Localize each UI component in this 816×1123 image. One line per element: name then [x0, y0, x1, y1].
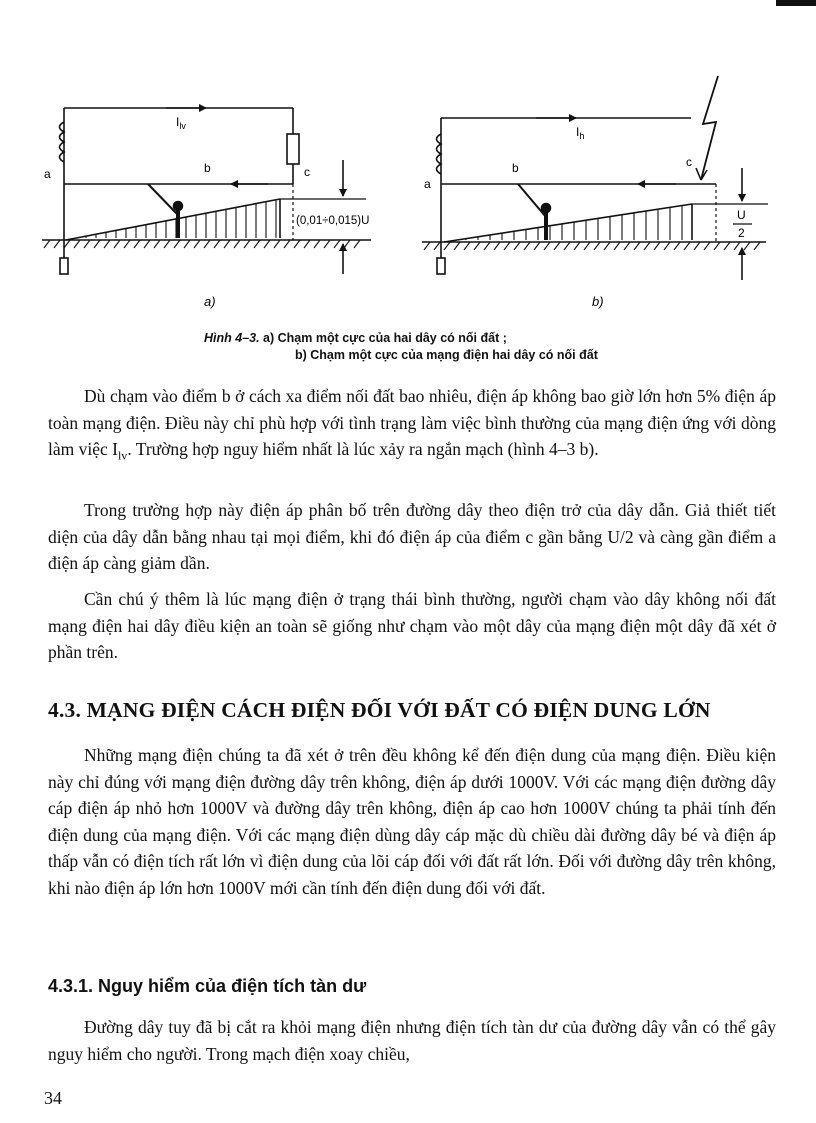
label-a: a [424, 177, 431, 191]
caption-line2: b) Chạm một cực của mạng điện hai dây có nối đất [295, 348, 598, 362]
label-a: a [44, 167, 51, 181]
voltage-denominator: 2 [738, 226, 745, 240]
page-number: 34 [44, 1088, 62, 1108]
figure-caption [204, 330, 598, 364]
current-label: $I_h$ [576, 125, 585, 141]
diagram-b [422, 76, 768, 280]
label-b: b [512, 161, 519, 175]
section-heading: 4.3. MẠNG ĐIỆN CÁCH ĐIỆN ĐỐI VỚI ĐẤT CÓ ĐIỆN DUNG LỚN [48, 698, 711, 722]
paragraph-3: Cần chú ý thêm là lúc mạng điện ở trạng thái bình thường, người chạm vào dây không nối đất mạng điện hai dây điều kiện an toàn sẽ giống như chạm vào một dây của mạng điện một dây đã xét ở phần trên. [48, 589, 776, 662]
subsection-heading: 4.3.1. Nguy hiểm của điện tích tàn dư [48, 976, 367, 996]
caption-lead: Hình 4–3. [204, 331, 260, 345]
paragraph-5: Đường dây tuy đã bị cắt ra khỏi mạng điện nhưng điện tích tàn dư của đường dây vẫn có thể gây nguy hiểm cho người. Trong mạch điện xoay chiều, [48, 1017, 776, 1064]
paragraph-1: Dù chạm vào điểm b ở cách xa điểm nối đất bao nhiêu, điện áp không bao giờ lớn hơn 5% điện áp toàn mạng điện. Điều này chỉ phù hợp với tình trạng làm việc bình thường của mạng điện ứng với dòng làm việc $I_{lv}$. Trường hợp nguy hiểm nhất là lúc xảy ra ngắn mạch (hình 4–3 b). [48, 386, 776, 463]
voltage-numerator: U [737, 208, 746, 222]
paragraph-4: Những mạng điện chúng ta đã xét ở trên đều không kể đến điện dung của mạng điện. Điều kiện này chỉ đúng với mạng điện đường dây trên không, điện áp dưới 1000V. Với các mạng điện đường dây cáp điện áp nhỏ hơn 1000V và đường dây trên không, điện áp cao hơn 1000V chúng ta phải tính đến điện dung của mạng điện. Với các mạng điện dùng dây cáp mặc dù chiều dài đường dây bé và điện áp thấp vẫn có điện tích rất lớn vì điện dung của lõi cáp đối với đất rất lớn. Đối với đường dây trên không, khi nào điện áp lớn hơn 1000V mới cần tính đến điện dung đối với đất. [48, 745, 776, 898]
figure-4-3 [36, 62, 776, 312]
paragraph-2: Trong trường hợp này điện áp phân bố trên đường dây theo điện trở của dây dẫn. Giả thiết tiết diện của dây dẫn bằng nhau tại mọi điểm, khi đó điện áp của điểm c gần bằng U/2 và càng gần điểm a điện áp càng giảm dần. [48, 500, 776, 573]
label-c: c [686, 155, 692, 169]
caption-line1: a) Chạm một cực của hai dây có nối đất ; [259, 331, 507, 345]
label-c: c [304, 165, 310, 179]
page-edge-mark [776, 0, 816, 6]
diagram-a [42, 108, 371, 274]
subfigure-label-b: b) [592, 294, 604, 309]
voltage-label: (0,01÷0,015)U [296, 215, 370, 227]
subfigure-label-a: a) [204, 294, 216, 309]
current-label: $I_{lv}$ [176, 115, 186, 131]
label-b: b [204, 161, 211, 175]
